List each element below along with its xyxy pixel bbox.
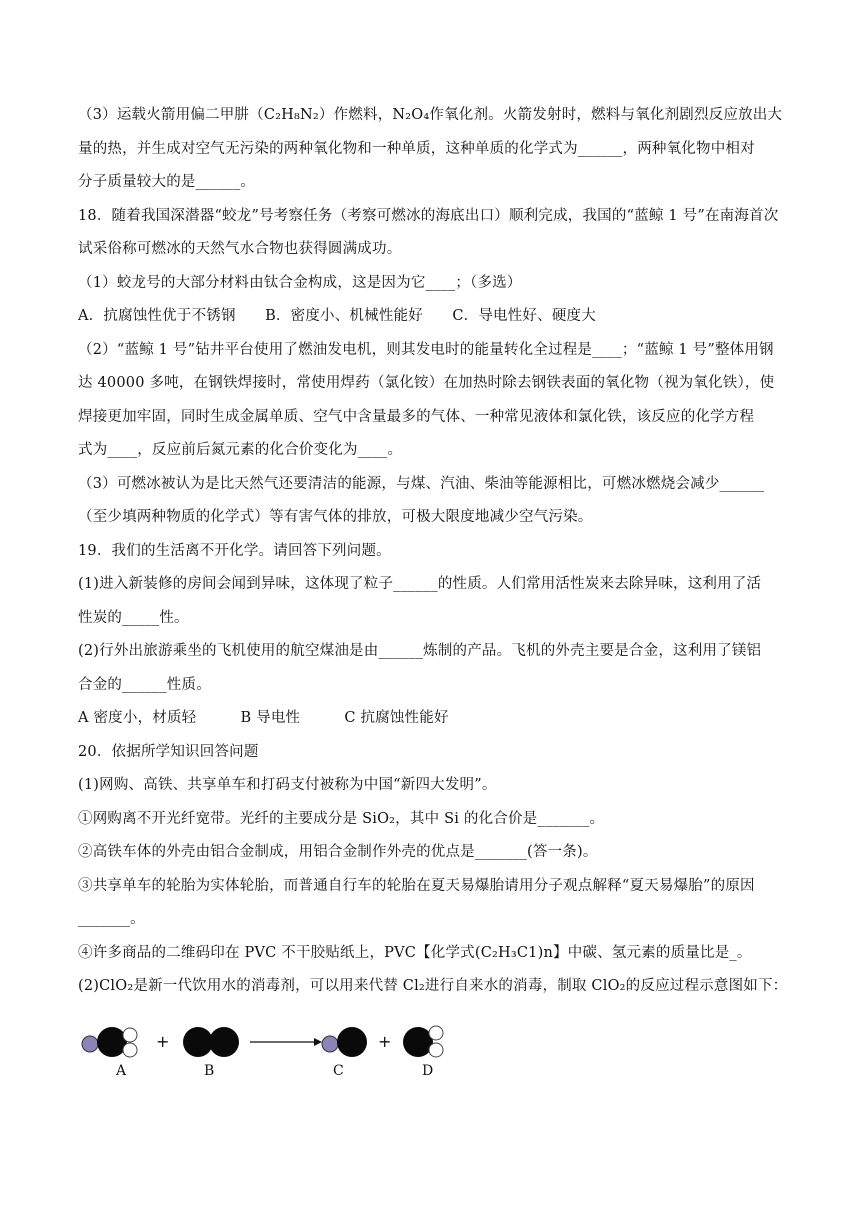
white-atom: [429, 1026, 443, 1040]
reaction-arrow: [250, 1038, 322, 1046]
text-line: (1)进入新装修的房间会闻到异味，这体现了粒子______的性质。人们常用活性炭来去除异味，这利用了活: [78, 576, 762, 592]
document-body: [78, 104, 790, 1009]
black-atom: [337, 1027, 367, 1057]
text-line: 式为____，反应前后氮元素的化合价变化为____。: [78, 442, 403, 458]
text-line: （1）蛟龙号的大部分材料由钛合金构成，这是因为它____；（多选）: [78, 274, 522, 291]
text-line: （3）可燃冰被认为是比天然气还要清洁的能源，与煤、汽油、柴油等能源相比，可燃冰燃烧会减少______: [78, 475, 765, 492]
text-line: 试采俗称可燃冰的天然气水合物也获得圆满成功。: [78, 241, 402, 257]
black-atom: [97, 1027, 127, 1057]
text-line: _______。: [78, 911, 145, 927]
black-atom: [403, 1027, 433, 1057]
text-line: 性炭的_____性。: [78, 609, 189, 626]
text-line: （2）“蓝鲸 1 号”钻井平台使用了燃油发电机，则其发电时的能量转化全过程是____；“蓝鲸 1 号”整体用钢: [78, 341, 774, 358]
text-line: (1)网购、高铁、共享单车和打码支付被称为中国“新四大发明”。: [78, 777, 497, 793]
text-line: ①网购离不开光纤宽带。光纤的主要成分是 SiO₂，其中 Si 的化合价是_______。: [78, 810, 605, 827]
molecule-d: [403, 1026, 443, 1057]
text-line: （3）运载火箭用偏二甲肼（C₂H₈N₂）作燃料，N₂O₄作氧化剂。火箭发射时，燃料与氧化剂剧烈反应放出大: [78, 107, 783, 123]
white-atom: [123, 1028, 137, 1042]
text-line: 焊接更加牢固，同时生成金属单质、空气中含量最多的气体、一种常见液体和氯化铁，该反应的化学方程: [78, 408, 755, 425]
molecule-b: [183, 1027, 239, 1057]
purple-atom: [322, 1036, 338, 1052]
text-line: ③共享单车的轮胎为实体轮胎，而普通自行车的轮胎在夏天易爆胎请用分子观点解释“夏天易爆胎”的原因: [78, 877, 755, 894]
text-line: ②高铁车体的外壳由铝合金制成，用铝合金制作外壳的优点是_______(答一条)。: [78, 844, 598, 860]
label-b: B: [204, 1063, 215, 1079]
label-d: D: [422, 1063, 434, 1079]
label-c: C: [333, 1063, 344, 1079]
plus-sign: +: [156, 1032, 170, 1051]
text-line: ④许多商品的二维码印在 PVC 不干胶贴纸上，PVC【化学式(C₂H₃C1)n】中碳、氢元素的质量比是_。: [78, 944, 752, 961]
black-atom: [209, 1027, 239, 1057]
white-atom: [429, 1043, 443, 1057]
question-18-line: 18．随着我国深潜器“蛟龙”号考察任务（考察可燃冰的海底出口）顺利完成，我国的“蓝鲸 1 号”在南海首次: [78, 207, 779, 224]
molecule-a: [82, 1027, 137, 1057]
question-20-line: 20．依据所学知识回答问题: [78, 743, 259, 760]
text-line: (2)行外出旅游乘坐的飞机使用的航空煤油是由______炼制的产品。飞机的外壳主要是合金，这利用了镁铝: [78, 643, 762, 659]
text-line: (2)ClO₂是新一代饮用水的消毒剂，可以用来代替 Cl₂进行自来水的消毒，制取 ClO₂的反应过程示意图如下：: [78, 978, 788, 994]
text-line: 达 40000 多吨，在钢铁焊接时，常使用焊药（氯化铵）在加热时除去钢铁表面的氧化物（视为氧化铁），使: [78, 375, 775, 391]
plus-sign: +: [378, 1032, 392, 1051]
white-atom: [123, 1043, 137, 1057]
text-line: 分子质量较大的是______。: [78, 174, 255, 190]
text-line: 量的热，并生成对空气无污染的两种氧化物和一种单质，这种单质的化学式为______，两种氧化物中相对: [78, 140, 755, 157]
label-a: A: [116, 1063, 127, 1079]
text-line: （至少填两种物质的化学式）等有害气体的排放，可极大限度地减少空气污染。: [78, 509, 593, 525]
black-atom: [183, 1027, 213, 1057]
text-line: 合金的______性质。: [78, 676, 211, 693]
purple-atom: [82, 1036, 98, 1052]
question-19-line: 19．我们的生活离不开化学。请回答下列问题。: [78, 542, 391, 559]
reaction-diagram: [78, 1022, 468, 1084]
molecule-drawing: [78, 1022, 468, 1062]
molecule-c: [322, 1027, 367, 1057]
choice-options: A．抗腐蚀性优于不锈钢 B．密度小、机械性能好 C．导电性好、硬度大: [78, 308, 596, 324]
choice-options: A 密度小，材质轻 B 导电性 C 抗腐蚀性能好: [78, 710, 449, 726]
